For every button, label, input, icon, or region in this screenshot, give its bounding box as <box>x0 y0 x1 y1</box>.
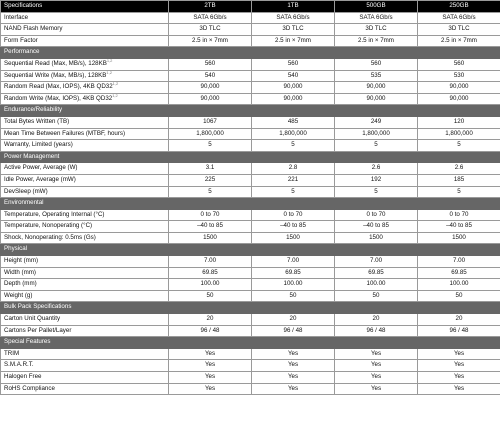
table-row <box>1 314 500 326</box>
row-label-cell <box>1 128 169 140</box>
table-row <box>1 360 500 372</box>
value-cell: 69.85 <box>252 267 335 279</box>
row-label-cell <box>1 290 169 302</box>
value-cell: 100.00 <box>252 279 335 291</box>
value-cell: 5 <box>169 186 252 198</box>
value-cell: 50 <box>418 290 500 302</box>
row-label: TRIM <box>4 349 20 357</box>
table-row <box>1 24 500 36</box>
row-label-cell <box>1 372 169 384</box>
value-cell: –40 to 85 <box>169 221 252 233</box>
table-row <box>1 70 500 82</box>
value-cell: 560 <box>169 58 252 70</box>
value-cell: 90,000 <box>335 93 418 105</box>
value-cell: 485 <box>252 116 335 128</box>
value-cell: 69.85 <box>335 267 418 279</box>
value-cell: 5 <box>335 140 418 152</box>
row-label-cell <box>1 24 169 36</box>
value-cell: 2.6 <box>335 163 418 175</box>
value-cell: Yes <box>169 383 252 395</box>
row-label-cell <box>1 82 169 94</box>
table-row <box>1 35 500 47</box>
row-label-cell <box>1 360 169 372</box>
value-cell: 192 <box>335 174 418 186</box>
value-cell: 0 to 70 <box>335 209 418 221</box>
section-header-row <box>1 151 500 163</box>
value-cell: 5 <box>252 186 335 198</box>
value-cell: 540 <box>252 70 335 82</box>
value-cell: Yes <box>252 372 335 384</box>
row-label-cell <box>1 12 169 24</box>
row-label-cell <box>1 383 169 395</box>
value-cell: 5 <box>418 186 500 198</box>
value-cell: 120 <box>418 116 500 128</box>
spec-table-header <box>1 1 500 13</box>
row-label: Weight (g) <box>4 291 33 299</box>
value-cell: 3D TLC <box>335 24 418 36</box>
row-label: Sequential Read (Max, MB/s), 128KB <box>4 59 107 67</box>
value-cell: 2.5 in × 7mm <box>418 35 500 47</box>
row-label: Form Factor <box>4 36 38 44</box>
row-label: Temperature, Operating Internal (°C) <box>4 210 105 218</box>
value-cell: SATA 6Gb/s <box>418 12 500 24</box>
row-label-cell <box>1 58 169 70</box>
value-cell: 90,000 <box>418 93 500 105</box>
value-cell: 3.1 <box>169 163 252 175</box>
row-label: Carton Unit Quantity <box>4 315 61 323</box>
value-cell: 69.85 <box>418 267 500 279</box>
value-cell: –40 to 85 <box>252 221 335 233</box>
value-cell: SATA 6Gb/s <box>335 12 418 24</box>
value-cell: 540 <box>169 70 252 82</box>
value-cell: 20 <box>335 314 418 326</box>
value-cell: 2.8 <box>252 163 335 175</box>
value-cell: 2.5 in × 7mm <box>252 35 335 47</box>
value-cell: 90,000 <box>252 93 335 105</box>
header-row <box>1 1 500 13</box>
value-cell: 560 <box>252 58 335 70</box>
row-label: Sequential Write (Max, MB/s), 128KB <box>4 71 107 79</box>
value-cell: 3D TLC <box>418 24 500 36</box>
value-cell: Yes <box>418 372 500 384</box>
row-label-cell <box>1 70 169 82</box>
section-title: Bulk Pack Specifications <box>1 302 500 314</box>
table-row <box>1 232 500 244</box>
value-cell: 3D TLC <box>169 24 252 36</box>
header-cell-specifications: Specifications <box>1 1 169 13</box>
table-row <box>1 221 500 233</box>
value-cell: Yes <box>418 360 500 372</box>
value-cell: Yes <box>418 348 500 360</box>
row-label: NAND Flash Memory <box>4 25 63 33</box>
row-label: Height (mm) <box>4 257 39 265</box>
value-cell: 50 <box>335 290 418 302</box>
spec-table-body <box>1 12 500 395</box>
value-cell: 7.00 <box>335 256 418 268</box>
value-cell: Yes <box>252 360 335 372</box>
value-cell: 1,800,000 <box>418 128 500 140</box>
table-row <box>1 383 500 395</box>
section-title: Physical <box>1 244 500 256</box>
value-cell: –40 to 85 <box>335 221 418 233</box>
value-cell: 535 <box>335 70 418 82</box>
section-header-row <box>1 198 500 210</box>
header-cell-2tb: 2TB <box>169 1 252 13</box>
value-cell: –40 to 85 <box>418 221 500 233</box>
row-label-cell <box>1 279 169 291</box>
section-title: Endurance/Reliability <box>1 105 500 117</box>
value-cell: Yes <box>252 383 335 395</box>
value-cell: 20 <box>418 314 500 326</box>
value-cell: 221 <box>252 174 335 186</box>
value-cell: 0 to 70 <box>169 209 252 221</box>
value-cell: 7.00 <box>418 256 500 268</box>
header-cell-250gb: 250GB <box>418 1 500 13</box>
header-cell-500gb: 500GB <box>335 1 418 13</box>
table-row <box>1 348 500 360</box>
section-title: Special Features <box>1 337 500 349</box>
row-label-cell <box>1 232 169 244</box>
row-label-cell <box>1 35 169 47</box>
value-cell: 5 <box>418 140 500 152</box>
row-label-cell <box>1 116 169 128</box>
value-cell: Yes <box>335 372 418 384</box>
table-row <box>1 279 500 291</box>
value-cell: 2.6 <box>418 163 500 175</box>
value-cell: 96 / 48 <box>418 325 500 337</box>
value-cell: 1500 <box>335 232 418 244</box>
row-label-cell <box>1 186 169 198</box>
section-header-row <box>1 302 500 314</box>
section-header-row <box>1 244 500 256</box>
row-label: Halogen Free <box>4 373 42 380</box>
value-cell: 96 / 48 <box>169 325 252 337</box>
table-row <box>1 58 500 70</box>
value-cell: 5 <box>335 186 418 198</box>
row-label: Idle Power, Average (mW) <box>4 175 76 183</box>
row-label: Total Bytes Written (TB) <box>4 117 70 125</box>
value-cell: 96 / 48 <box>252 325 335 337</box>
row-label: Temperature, Nonoperating (°C) <box>4 222 93 230</box>
value-cell: 1,800,000 <box>169 128 252 140</box>
section-header-row <box>1 105 500 117</box>
row-label-cell <box>1 93 169 105</box>
value-cell: 249 <box>335 116 418 128</box>
section-title: Environmental <box>1 198 500 210</box>
value-cell: 1067 <box>169 116 252 128</box>
section-title: Power Management <box>1 151 500 163</box>
value-cell: 560 <box>418 58 500 70</box>
value-cell: Yes <box>418 383 500 395</box>
row-label-cell <box>1 256 169 268</box>
value-cell: 90,000 <box>169 93 252 105</box>
value-cell: 20 <box>169 314 252 326</box>
row-label-cell <box>1 174 169 186</box>
value-cell: Yes <box>335 348 418 360</box>
table-row <box>1 93 500 105</box>
value-cell: Yes <box>252 348 335 360</box>
row-label: Interface <box>4 13 29 21</box>
value-cell: 2.5 in × 7mm <box>169 35 252 47</box>
value-cell: 225 <box>169 174 252 186</box>
footnote-marker: 1,2 <box>106 70 112 75</box>
row-label: Shock, Nonoperating: 0.5ms (Gs) <box>4 233 96 241</box>
section-header-row <box>1 47 500 59</box>
value-cell: 69.85 <box>169 267 252 279</box>
value-cell: 90,000 <box>169 82 252 94</box>
table-row <box>1 267 500 279</box>
value-cell: 560 <box>335 58 418 70</box>
table-row <box>1 372 500 384</box>
row-label: Mean Time Between Failures (MTBF, hours) <box>4 129 126 137</box>
row-label-cell <box>1 325 169 337</box>
row-label: Active Power, Average (W) <box>4 164 78 172</box>
value-cell: 100.00 <box>418 279 500 291</box>
value-cell: 5 <box>252 140 335 152</box>
value-cell: 3D TLC <box>252 24 335 36</box>
header-cell-1tb: 1TB <box>252 1 335 13</box>
value-cell: 90,000 <box>418 82 500 94</box>
table-row <box>1 325 500 337</box>
row-label: Width (mm) <box>4 268 36 276</box>
value-cell: 0 to 70 <box>252 209 335 221</box>
value-cell: 1,800,000 <box>252 128 335 140</box>
section-title: Performance <box>1 47 500 59</box>
value-cell: 5 <box>169 140 252 152</box>
table-row <box>1 209 500 221</box>
section-header-row <box>1 337 500 349</box>
value-cell: 2.5 in × 7mm <box>335 35 418 47</box>
value-cell: 185 <box>418 174 500 186</box>
value-cell: 50 <box>169 290 252 302</box>
value-cell: SATA 6Gb/s <box>169 12 252 24</box>
value-cell: Yes <box>169 372 252 384</box>
value-cell: Yes <box>169 360 252 372</box>
footnote-marker: 1,2 <box>106 58 113 63</box>
value-cell: SATA 6Gb/s <box>252 12 335 24</box>
value-cell: 0 to 70 <box>418 209 500 221</box>
table-row <box>1 116 500 128</box>
row-label: Random Read (Max, IOPS), 4KB QD32 <box>4 83 113 91</box>
value-cell: 7.00 <box>169 256 252 268</box>
table-row <box>1 163 500 175</box>
value-cell: 90,000 <box>335 82 418 94</box>
row-label: Depth (mm) <box>4 280 37 288</box>
row-label-cell <box>1 348 169 360</box>
value-cell: 96 / 48 <box>335 325 418 337</box>
row-label-cell <box>1 267 169 279</box>
row-label-cell <box>1 209 169 221</box>
value-cell: Yes <box>335 383 418 395</box>
value-cell: Yes <box>169 348 252 360</box>
row-label-cell <box>1 140 169 152</box>
row-label-cell <box>1 163 169 175</box>
row-label: Warranty, Limited (years) <box>4 141 73 149</box>
table-row <box>1 290 500 302</box>
row-label: Cartons Per Pallet/Layer <box>4 326 72 334</box>
value-cell: Yes <box>335 360 418 372</box>
row-label-cell <box>1 314 169 326</box>
value-cell: 100.00 <box>169 279 252 291</box>
value-cell: 1,800,000 <box>335 128 418 140</box>
value-cell: 100.00 <box>335 279 418 291</box>
footnote-marker: 1,2 <box>112 93 118 98</box>
value-cell: 1500 <box>418 232 500 244</box>
value-cell: 530 <box>418 70 500 82</box>
row-label: DevSleep (mW) <box>4 187 48 195</box>
row-label: RoHS Compliance <box>4 384 55 392</box>
table-row <box>1 256 500 268</box>
row-label-cell <box>1 221 169 233</box>
row-label: S.M.A.R.T. <box>4 361 34 369</box>
table-row <box>1 174 500 186</box>
table-row <box>1 140 500 152</box>
value-cell: 50 <box>252 290 335 302</box>
table-row <box>1 12 500 24</box>
row-label: Random Write (Max, IOPS), 4KB QD32 <box>4 94 113 102</box>
value-cell: 1500 <box>252 232 335 244</box>
table-row <box>1 82 500 94</box>
value-cell: 20 <box>252 314 335 326</box>
value-cell: 90,000 <box>252 82 335 94</box>
value-cell: 1500 <box>169 232 252 244</box>
table-row <box>1 186 500 198</box>
footnote-marker: 1,2 <box>112 81 119 87</box>
value-cell: 7.00 <box>252 256 335 268</box>
table-row <box>1 128 500 140</box>
